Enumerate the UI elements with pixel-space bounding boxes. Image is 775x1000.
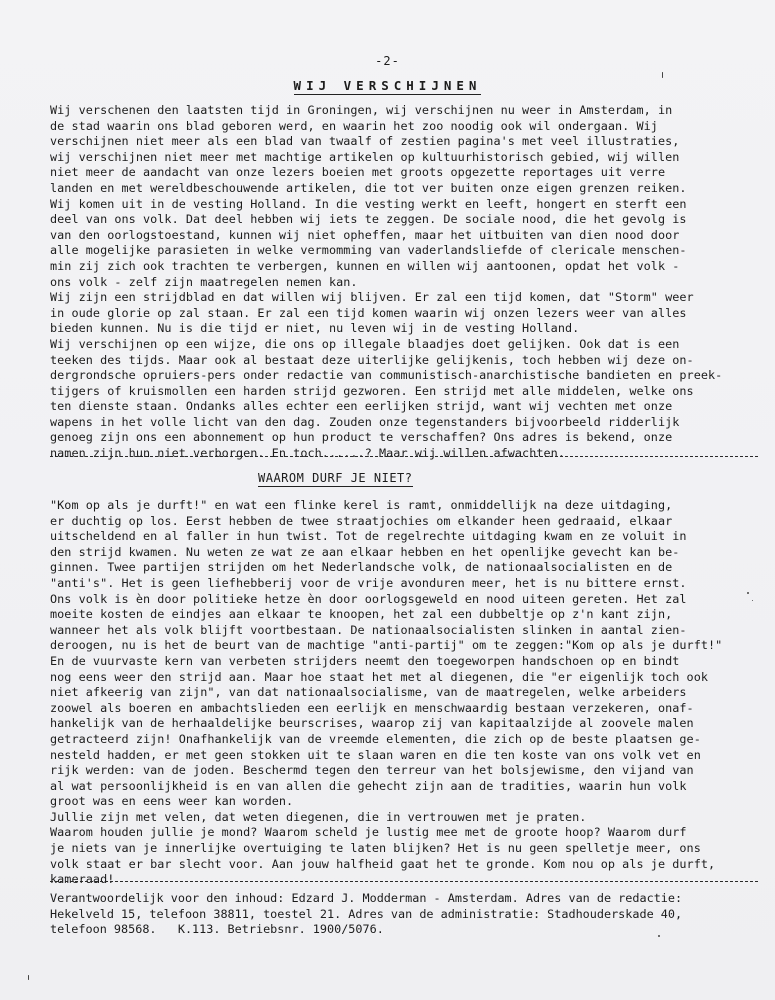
- text-line: niet meer de aandacht van onze lezers boeien met groots opgezette reportages uit verre: [50, 165, 666, 180]
- article-title-text: WIJ VERSCHIJNEN: [293, 78, 482, 93]
- dashed-separator: [50, 456, 758, 457]
- text-line: Ons volk is èn door politieke hetze èn door oorlogsgeweld en nood uiteen gereten. Het zal: [50, 591, 687, 606]
- text-line: deel van ons volk. Dat deel hebben wij iets te zeggen. De sociale nood, die het gevolg is: [50, 212, 687, 227]
- text-line: Wij komen uit in de vesting Holland. In die vesting werkt en leeft, hongert en sterft een: [50, 196, 687, 211]
- text-line: Wij verschijnen op een wijze, die ons op illegale blaadjes doet gelijken. Ook dat is een: [50, 336, 680, 351]
- text-line: alle mogelijke parasieten in welke vermomming van vaderlandsliefde of clericale menschen-: [50, 243, 687, 258]
- text-line: niet afkeerig van zijn", van dat nationaalsocialisme, van de maatregelen, welke arbeiders: [50, 685, 687, 700]
- text-line: Waarom houden jullie je mond? Waarom scheld je lustig mee met de groote hoop? Waarom durf: [50, 825, 687, 840]
- text-line: nesteld hadden, er met geen stokken uit te slaan waren en die ten koste van ons volk vet en: [50, 747, 701, 762]
- article-body-1: [50, 103, 760, 462]
- text-line: er duchtig op los. Eerst hebben de twee straatjochies om elkander heen gedraaid, elkaar: [50, 513, 673, 528]
- text-line: groot was en eens weer kan worden.: [50, 794, 294, 809]
- text-line: teeken des tijds. Maar ook al bestaat deze uiterlijke gelijkenis, toch hebben wij deze on-: [50, 352, 694, 367]
- text-line: ginnen. Twee partijen strijden om het Nederlandsche volk, de nationaalsocialisten en de: [50, 560, 673, 575]
- text-line: in oude glorie op zal staan. Er zal een tijd komen waarin wij onzen lezers weer van alles: [50, 305, 687, 320]
- section-subtitle-text: WAAROM DURF JE NIET?: [258, 471, 413, 485]
- section-subtitle: [258, 471, 413, 485]
- text-line: wapens in het volle licht van den dag. Zouden onze tegenstanders bijvoorbeeld ridderlijk: [50, 414, 680, 429]
- text-line: "anti's". Het is geen liefhebberij voor de vrije avonduren meer, het is nu bittere ernst.: [50, 575, 687, 590]
- text-line: Wij zijn een strijdblad en dat willen wij blijven. Er zal een tijd komen, dat "Storm" weer: [50, 290, 694, 305]
- paper-speck: [747, 592, 749, 594]
- text-line: wanneer het als volk blijft voortbestaan. De nationaalsocialisten slinken in aantal zien-: [50, 622, 687, 637]
- page-number: -2-: [375, 54, 400, 68]
- text-line: dergrondsche opruiers-pers onder redactie van communistisch-anarchistische bandieten en preek-: [50, 368, 723, 383]
- text-line: tijgers of kruismollen een harden strijd gezworen. Een strijd met alle middelen, welke ons: [50, 383, 694, 398]
- colophon: [50, 891, 765, 938]
- text-line: landen en met wereldbeschouwende artikelen, die tot ver buiten onze eigen grenzen reiken.: [50, 180, 687, 195]
- colophon-line: Verantwoordelijk voor den inhoud: Edzard J. Modderman - Amsterdam. Adres van de redactie:: [50, 891, 683, 905]
- colophon-line: telefoon 98568. K.113. Betriebsnr. 1900/5076.: [50, 922, 384, 937]
- text-line: moeite kosten de eindjes aan elkaar te knoopen, het zal een dubbeltje op z'n kant zijn,: [50, 607, 673, 622]
- text-line: nog eens weer den strijd aan. Maar hoe staat het met al diegenen, die "er eigenlijk toch ook: [50, 669, 709, 684]
- text-line: min zij zich ook trachten te verbergen, kunnen en willen wij aantoonen, opdat het volk -: [50, 258, 680, 273]
- text-line: je niets van je innerlijke overtuiging te laten blijken? Het is nu geen spelletje meer, ons: [50, 841, 701, 856]
- text-line: den strijd kwamen. Nu weten ze wat ze aan elkaar hebben en het openlijke gevecht kan be-: [50, 544, 680, 559]
- text-line: namen zijn hun niet verborgen. En toch......? Maar wij willen afwachten.: [50, 446, 565, 461]
- text-line: van den oorlogstoestand, kunnen wij niet opheffen, maar het uitbuiten van dien nood door: [50, 227, 680, 242]
- text-line: deroogen, nu is het de beurt van de machtige "anti-partij" om te zeggen:"Kom op als je durft!": [50, 638, 723, 653]
- text-line: de stad waarin ons blad geboren werd, en waarin het zoo noodig ook wil ondergaan. Wij: [50, 118, 658, 133]
- paper-speck: [662, 72, 663, 78]
- text-line: ons volk - zelf zijn maatregelen nemen kan.: [50, 274, 358, 289]
- text-line: zoowel als boeren en ambachtslieden een eerlijk en menschwaardig bestaan verzekeren, onaf-: [50, 700, 694, 715]
- text-line: rijk werden: van de joden. Beschermd tegen den terreur van het bolsjewisme, den vijand van: [50, 763, 694, 778]
- text-line: kameraad!: [50, 872, 115, 887]
- paper-speck: [28, 975, 29, 980]
- text-line: volk staat er bar slecht voor. Aan jouw halfheid gaat het te gronde. Kom nou op als je durft,: [50, 856, 716, 871]
- text-line: ten dienste staan. Ondanks alles echter een eerlijken strijd, want wij vechten met onze: [50, 399, 673, 414]
- colophon-line: Hekelveld 15, telefoon 38811, toestel 21. Adres van de administratie: Stadhouderskade 40,: [50, 906, 683, 921]
- text-line: verschijnen niet meer als een blad van twaalf of zestien pagina's met veel illustraties,: [50, 134, 680, 149]
- article-title: [0, 78, 775, 93]
- text-line: Jullie zijn met velen, dat weten diegenen, die in vertrouwen met je praten.: [50, 809, 587, 824]
- text-line: wij verschijnen niet meer met machtige artikelen op kultuurhistorisch gebied, wij willen: [50, 149, 680, 164]
- paper-speck: [752, 600, 753, 601]
- text-line: hankelijk van de herhaaldelijke beurscrises, waarop zij van kapitaalzijde al zoovele malen: [50, 716, 694, 731]
- text-line: En de vuurvaste kern van verbeten strijders neemt den toegeworpen handschoen op en bindt: [50, 653, 680, 668]
- text-line: getracteerd zijn! Onafhankelijk van de vreemde elementen, die zich op de beste plaatsen ge-: [50, 731, 701, 746]
- text-line: al wat persoonlijkheid is en van allen die gehecht zijn aan de tradities, waarin hun volk: [50, 778, 687, 793]
- text-line: bieden kunnen. Nu is die tijd er niet, nu leven wij in de vesting Holland.: [50, 321, 580, 336]
- text-line: "Kom op als je durft!" en wat een flinke kerel is ramt, onmiddellijk na deze uitdaging,: [50, 498, 673, 512]
- text-line: uitscheldend en al faller in hun twist. Tot de regelrechte uitdaging kwam en ze voluit in: [50, 529, 687, 544]
- dashed-separator: [50, 881, 758, 882]
- text-line: Wij verschenen den laatsten tijd in Groningen, wij verschijnen nu weer in Amsterdam, in: [50, 103, 673, 117]
- paper-speck: [658, 935, 660, 937]
- text-line: genoeg zijn ons een abonnement op hun product te verschaffen? Ons adres is bekend, onze: [50, 430, 673, 445]
- article-body-2: [50, 498, 760, 888]
